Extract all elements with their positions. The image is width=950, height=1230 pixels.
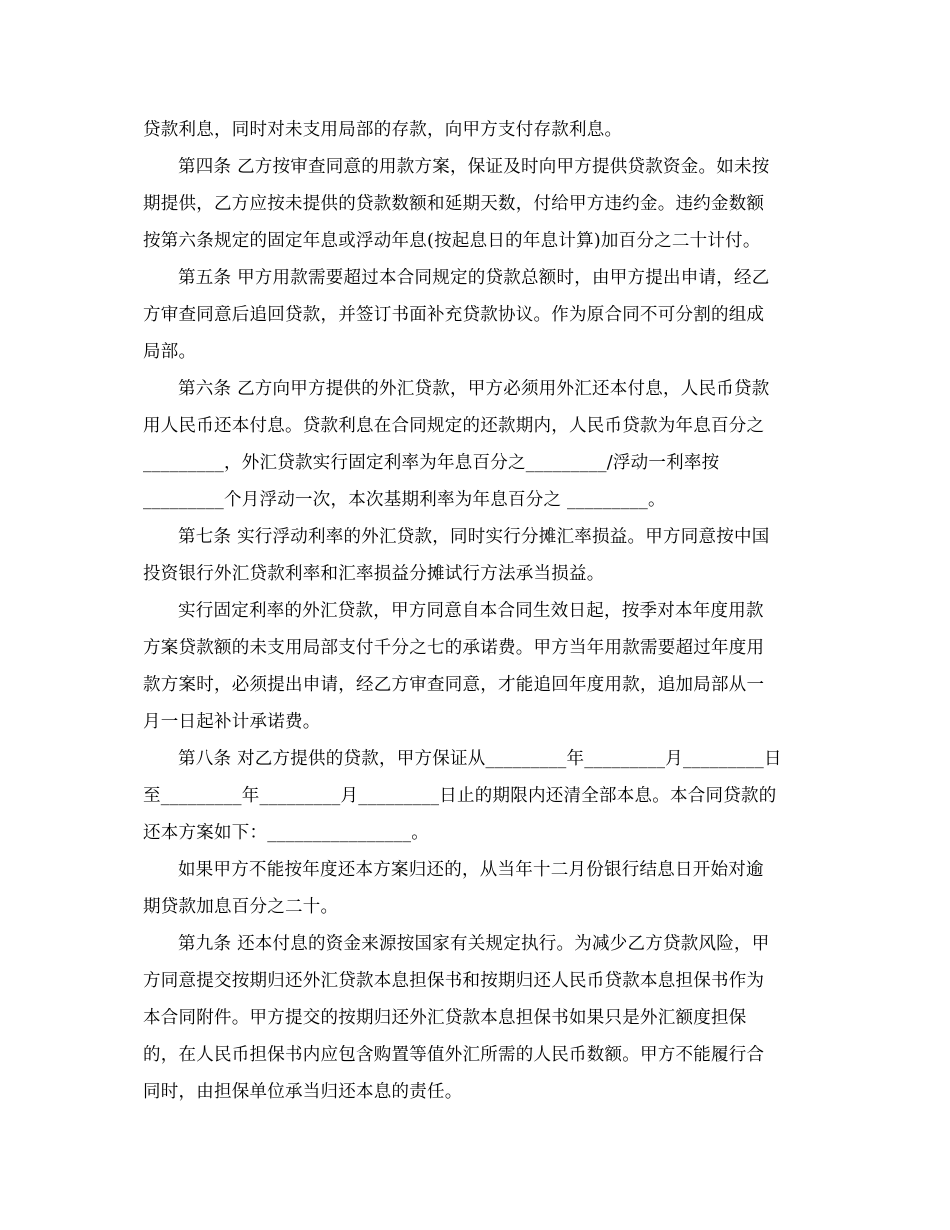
text-line: 贷款利息，同时对未支用局部的存款，向甲方支付存款利息。 bbox=[143, 120, 623, 140]
text-line: 期贷款加息百分之二十。 bbox=[143, 897, 339, 917]
text-line: 用人民币还本付息。贷款利息在合同规定的还款期内，人民币贷款为年息百分之 bbox=[143, 416, 765, 436]
text-line: 第八条 对乙方提供的贷款，甲方保证从_________年_________月_________日 bbox=[178, 749, 782, 769]
text-line: 按第六条规定的固定年息或浮动年息(按起息日的年息计算)加百分之二十计付。 bbox=[143, 231, 761, 251]
text-line: 第七条 实行浮动利率的外汇贷款，同时实行分摊汇率损益。甲方同意按中国 bbox=[178, 527, 770, 547]
text-line: 第六条 乙方向甲方提供的外汇贷款，甲方必须用外汇还本付息，人民币贷款 bbox=[178, 379, 770, 399]
text-line: 第五条 甲方用款需要超过本合同规定的贷款总额时，由甲方提出申请，经乙 bbox=[178, 268, 770, 288]
text-line: 的，在人民币担保书内应包含购置等值外汇所需的人民币数额。甲方不能履行合 bbox=[143, 1045, 765, 1065]
text-line: 第九条 还本付息的资金来源按国家有关规定执行。为减少乙方贷款风险，甲 bbox=[178, 934, 770, 954]
text-line: 同时，由担保单位承当归还本息的责任。 bbox=[143, 1082, 463, 1102]
text-line: 月一日起补计承诺费。 bbox=[143, 712, 321, 732]
text-line: 局部。 bbox=[143, 342, 197, 362]
text-line: 还本方案如下：________________。 bbox=[143, 823, 429, 843]
text-line: 方审查同意后追回贷款，并签订书面补充贷款协议。作为原合同不可分割的组成 bbox=[143, 305, 765, 325]
text-line: _________，外汇贷款实行固定利率为年息百分之_________/浮动一利率按 bbox=[143, 453, 720, 473]
text-line: 方案贷款额的未支用局部支付千分之七的承诺费。甲方当年用款需要超过年度用 bbox=[143, 638, 765, 658]
text-line: 实行固定利率的外汇贷款，甲方同意自本合同生效日起，按季对本年度用款 bbox=[178, 601, 764, 621]
text-line: 至_________年_________月_________日止的期限内还清全部本息。本合同贷款的 bbox=[143, 786, 777, 806]
text-line: 投资银行外汇贷款利率和汇率损益分摊试行方法承当损益。 bbox=[143, 564, 605, 584]
text-line: 期提供，乙方应按未提供的贷款数额和延期天数，付给甲方违约金。违约金数额 bbox=[143, 194, 765, 214]
text-line: 第四条 乙方按审查同意的用款方案，保证及时向甲方提供贷款资金。如未按 bbox=[178, 157, 770, 177]
text-line: 如果甲方不能按年度还本方案归还的，从当年十二月份银行结息日开始对逾 bbox=[178, 860, 764, 880]
text-line: 方同意提交按期归还外汇贷款本息担保书和按期归还人民币贷款本息担保书作为 bbox=[143, 971, 765, 991]
text-line: _________个月浮动一次，本次基期利率为年息百分之 _________。 bbox=[143, 490, 666, 510]
text-line: 本合同附件。甲方提交的按期归还外汇贷款本息担保书如果只是外汇额度担保 bbox=[143, 1008, 747, 1028]
text-line: 款方案时，必须提出申请，经乙方审查同意，才能追回年度用款，追加局部从一 bbox=[143, 675, 765, 695]
